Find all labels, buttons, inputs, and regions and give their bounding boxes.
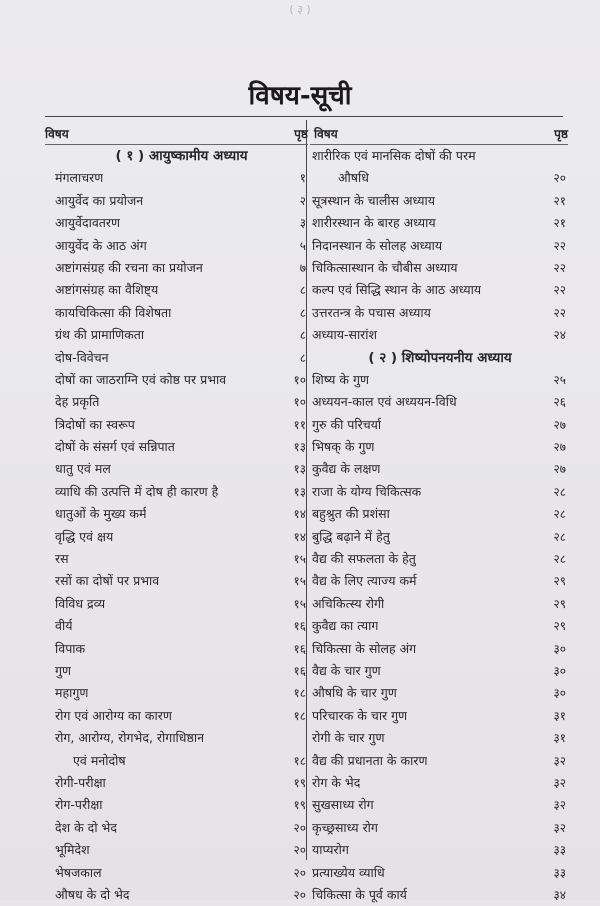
entry-title: परिचारक के चार गुण xyxy=(312,707,408,723)
entry-title: देश के दो भेद xyxy=(55,819,117,835)
entry-title: त्रिदोषों का स्वरूप xyxy=(55,416,135,432)
entry-page-number: २७ xyxy=(553,417,566,432)
entry-title: चिकित्सा के सोलह अंग xyxy=(312,640,417,656)
entry-page-number: १६ xyxy=(293,663,306,678)
entry-page-number: १५ xyxy=(293,574,306,589)
toc-entry xyxy=(310,145,568,167)
entry-page-number: १४ xyxy=(293,529,306,544)
toc-left-column xyxy=(45,124,308,906)
toc-entry xyxy=(310,862,568,884)
page-header: पृष्ठ xyxy=(294,127,308,141)
toc-entry xyxy=(45,212,308,234)
entry-page-number: १४ xyxy=(293,507,306,522)
toc-entry xyxy=(45,167,308,189)
toc-entry xyxy=(310,526,568,548)
entry-title: रोगी-परीक्षा xyxy=(55,774,106,790)
entry-title: दोष-विवेचन xyxy=(55,349,109,365)
entry-title: गुण xyxy=(55,662,72,678)
toc-entry xyxy=(310,212,568,234)
entry-page-number: २१ xyxy=(553,193,566,208)
toc-entry xyxy=(310,279,568,301)
toc-entry xyxy=(45,279,308,301)
toc-entry xyxy=(45,772,308,794)
entry-page-number: २० xyxy=(553,171,566,186)
entry-title: चिकित्सा के पूर्व कार्य xyxy=(312,886,407,902)
toc-entry xyxy=(45,190,308,212)
toc-entry xyxy=(45,302,308,324)
toc-right-column xyxy=(310,124,568,906)
entry-title: आयुर्वेद का प्रयोजन xyxy=(55,192,144,208)
subject-header: विषय xyxy=(45,127,69,141)
entry-title: अचिकित्स्य रोगी xyxy=(312,595,385,611)
toc-entry xyxy=(310,369,568,391)
entry-title: अध्ययन-काल एवं अध्ययन-विधि xyxy=(312,394,457,410)
entry-page-number: ३२ xyxy=(553,753,566,768)
entry-page-number: १ xyxy=(299,171,306,186)
entry-title: देह प्रकृति xyxy=(55,394,100,410)
toc-entry xyxy=(45,458,308,480)
entry-title: गुरु की परिचर्या xyxy=(312,416,382,432)
entry-page-number: ८ xyxy=(299,328,306,343)
entry-title: महागुण xyxy=(55,685,89,701)
toc-entry xyxy=(310,884,568,906)
entry-title: आयुर्वेदावतरण xyxy=(55,215,121,231)
entry-title: औषधि के चार गुण xyxy=(312,685,397,701)
entry-page-number: ३० xyxy=(553,641,566,656)
toc-entry xyxy=(45,750,308,772)
entry-title: निदानस्थान के सोलह अध्याय xyxy=(312,237,443,253)
entry-title: वृद्धि एवं क्षय xyxy=(55,528,114,544)
entry-page-number: २२ xyxy=(553,305,566,320)
entry-title: उत्तरतन्त्र के पचास अध्याय xyxy=(312,304,431,320)
entry-page-number: ३४ xyxy=(553,887,566,902)
toc-entry xyxy=(45,324,308,346)
entry-page-number: १९ xyxy=(293,798,306,813)
entry-title: ग्रंथ की प्रामाणिकता xyxy=(55,327,145,343)
entry-title: विविध द्रव्य xyxy=(55,595,106,611)
toc-entry xyxy=(310,638,568,660)
toc-entry xyxy=(45,548,308,570)
entry-title: शारीरस्थान के बारह अध्याय xyxy=(312,215,436,231)
toc-entry xyxy=(310,548,568,570)
toc-entry xyxy=(45,682,308,704)
entry-title: दोषों का जाठराग्नि एवं कोष्ठ पर प्रभाव xyxy=(55,371,227,387)
entry-page-number: ३२ xyxy=(553,820,566,835)
toc-entry xyxy=(310,727,568,749)
toc-entry xyxy=(310,414,568,436)
entry-title: कृच्छ्रसाध्य रोग xyxy=(312,819,378,835)
toc-entry xyxy=(45,593,308,615)
entry-page-number: १६ xyxy=(293,641,306,656)
entry-title: अष्टांगसंग्रह की रचना का प्रयोजन xyxy=(55,259,203,275)
toc-entry xyxy=(45,660,308,682)
page-header: पृष्ठ xyxy=(554,127,568,141)
entry-page-number: २२ xyxy=(553,283,566,298)
toc-entry xyxy=(310,750,568,772)
entry-title: याप्यरोग xyxy=(312,842,349,858)
entry-title: सुखसाध्य रोग xyxy=(312,797,374,813)
entry-page-number: १८ xyxy=(293,686,306,701)
entry-page-number: ५ xyxy=(299,238,306,253)
entry-page-number: २९ xyxy=(553,574,566,589)
chapter-heading xyxy=(45,145,308,167)
entry-page-number: २८ xyxy=(553,529,566,544)
entry-title: वैद्य के लिए त्याज्य कर्म xyxy=(312,573,417,589)
entry-page-number: ८ xyxy=(299,305,306,320)
entry-page-number: २९ xyxy=(553,596,566,611)
toc-entry xyxy=(310,794,568,816)
toc-entry xyxy=(310,615,568,637)
entry-title: विपाक xyxy=(55,640,86,656)
entry-page-number: ८ xyxy=(299,283,306,298)
entry-title: बुद्धि बढ़ाने में हेतु xyxy=(312,528,390,544)
entry-page-number: १० xyxy=(293,395,306,410)
toc-entry xyxy=(45,839,308,861)
entry-page-number: २१ xyxy=(553,216,566,231)
toc-entry xyxy=(45,347,308,369)
entry-page-number: २० xyxy=(293,887,306,902)
entry-title: वैद्य के चार गुण xyxy=(312,662,381,678)
toc-entry xyxy=(45,481,308,503)
entry-title: प्रत्याख्येय व्याधि xyxy=(312,864,385,880)
entry-page-number: २ xyxy=(299,193,306,208)
toc-entry xyxy=(310,772,568,794)
entry-title: रोगी के चार गुण xyxy=(312,730,385,746)
toc-entry xyxy=(310,257,568,279)
toc-entry xyxy=(45,235,308,257)
toc-entry xyxy=(45,817,308,839)
toc-entry xyxy=(310,682,568,704)
entry-page-number: २० xyxy=(293,820,306,835)
entry-title: रोग, आरोग्य, रोगभेद, रोगाधिष्ठान xyxy=(55,730,205,746)
entry-title: औषधि xyxy=(338,170,369,186)
entry-page-number: २२ xyxy=(553,238,566,253)
toc-entry xyxy=(310,593,568,615)
entry-page-number: १० xyxy=(293,372,306,387)
left-column-header xyxy=(45,124,308,145)
entry-title: रोग एवं आरोग्य का कारण xyxy=(55,707,172,723)
subject-header: विषय xyxy=(314,127,338,141)
toc-entry xyxy=(310,705,568,727)
entry-page-number: ११ xyxy=(293,417,306,432)
entry-page-number: २२ xyxy=(553,260,566,275)
page-marker: ( ३ ) xyxy=(289,3,311,16)
toc-entry xyxy=(310,167,568,189)
toc-entry xyxy=(310,839,568,861)
toc-entry xyxy=(45,391,308,413)
entry-title: बहुश्रुत की प्रशंसा xyxy=(312,506,390,522)
entry-title: चिकित्सास्थान के चौबीस अध्याय xyxy=(312,259,458,275)
toc-entry xyxy=(45,727,308,749)
entry-page-number: २७ xyxy=(553,440,566,455)
entry-title: धातुओं के मुख्य कर्म xyxy=(55,506,147,522)
left-entry-list xyxy=(45,145,308,906)
toc-entry xyxy=(310,817,568,839)
toc-entry xyxy=(310,436,568,458)
toc-entry xyxy=(45,615,308,637)
entry-page-number: ३३ xyxy=(553,865,566,880)
toc-entry xyxy=(45,884,308,906)
entry-title: धातु एवं मल xyxy=(55,461,111,477)
entry-title: कायचिकित्सा की विशेषता xyxy=(55,304,172,320)
page-title: विषय-सूची xyxy=(248,81,352,111)
entry-page-number: २० xyxy=(293,865,306,880)
entry-page-number: १८ xyxy=(293,708,306,723)
entry-page-number: १३ xyxy=(293,462,306,477)
toc-entry xyxy=(45,705,308,727)
toc-entry xyxy=(310,190,568,212)
toc-entry xyxy=(45,257,308,279)
entry-title: औषध के दो भेद xyxy=(55,886,130,902)
entry-title: कुवैद्य का त्याग xyxy=(312,618,379,634)
entry-page-number: २८ xyxy=(553,507,566,522)
entry-title: वैद्य की प्रधानता के कारण xyxy=(312,752,428,768)
entry-page-number: १३ xyxy=(293,484,306,499)
entry-title: राजा के योग्य चिकित्सक xyxy=(312,483,422,499)
toc-entry xyxy=(310,302,568,324)
entry-title: शारीरिक एवं मानसिक दोषों की परम xyxy=(312,148,476,163)
title-divider xyxy=(45,116,563,117)
toc-entry xyxy=(310,391,568,413)
entry-page-number: १५ xyxy=(293,552,306,567)
chapter-heading xyxy=(310,347,568,369)
entry-title: दोषों के संसर्ग एवं सन्निपात xyxy=(55,439,175,455)
toc-entry xyxy=(310,458,568,480)
chapter-heading-text: ( २ ) शिष्योपनयनीय अध्याय xyxy=(368,349,512,366)
entry-page-number: ७ xyxy=(299,260,306,275)
entry-title: कुवैद्य के लक्षण xyxy=(312,461,381,477)
entry-page-number: ८ xyxy=(299,350,306,365)
entry-page-number: १६ xyxy=(293,619,306,634)
entry-title: रोग के भेद xyxy=(312,774,361,790)
entry-title: वीर्य xyxy=(55,618,73,634)
entry-title: कल्प एवं सिद्धि स्थान के आठ अध्याय xyxy=(312,282,482,298)
right-column-header xyxy=(310,124,568,145)
entry-title: शिष्य के गुण xyxy=(312,371,370,387)
entry-title: रस xyxy=(55,551,69,567)
toc-entry xyxy=(310,660,568,682)
entry-page-number: ३० xyxy=(553,663,566,678)
right-entry-list xyxy=(310,145,568,906)
chapter-heading-text: ( १ ) आयुष्कामीय अध्याय xyxy=(115,148,248,164)
toc-entry xyxy=(45,436,308,458)
entry-page-number: १३ xyxy=(293,440,306,455)
entry-title: भेषजकाल xyxy=(55,864,102,880)
entry-title: आयुर्वेद के आठ अंग xyxy=(55,237,147,253)
entry-title: भूमिदेश xyxy=(55,842,90,858)
entry-title: अध्याय-सारांश xyxy=(312,327,378,343)
toc-entry xyxy=(45,503,308,525)
toc-entry xyxy=(45,638,308,660)
entry-page-number: २५ xyxy=(553,372,566,387)
toc-entry xyxy=(45,414,308,436)
entry-title: भिषक् के गुण xyxy=(312,439,375,455)
entry-page-number: ३२ xyxy=(553,775,566,790)
entry-page-number: २७ xyxy=(553,462,566,477)
entry-page-number: २० xyxy=(293,843,306,858)
entry-title: रोग-परीक्षा xyxy=(55,797,103,813)
entry-page-number: २४ xyxy=(553,328,566,343)
entry-page-number: ३३ xyxy=(553,843,566,858)
entry-title: व्याधि की उत्पत्ति में दोष ही कारण है xyxy=(55,483,219,499)
entry-page-number: २६ xyxy=(553,395,566,410)
toc-entry xyxy=(310,481,568,503)
toc-entry xyxy=(310,503,568,525)
entry-page-number: ३१ xyxy=(553,731,566,746)
entry-page-number: १८ xyxy=(293,753,306,768)
entry-title: सूत्रस्थान के चालीस अध्याय xyxy=(312,192,435,208)
entry-page-number: ३१ xyxy=(553,708,566,723)
toc-entry xyxy=(45,570,308,592)
entry-page-number: २८ xyxy=(553,484,566,499)
toc-entry xyxy=(310,570,568,592)
entry-page-number: ३ xyxy=(299,216,306,231)
toc-entry xyxy=(310,324,568,346)
toc-entry xyxy=(45,794,308,816)
entry-title: अष्टांगसंग्रह का वैशिष्ट्य xyxy=(55,282,159,298)
entry-page-number: १५ xyxy=(293,596,306,611)
entry-title: रसों का दोषों पर प्रभाव xyxy=(55,573,160,589)
entry-page-number: ३० xyxy=(553,686,566,701)
toc-entry xyxy=(45,369,308,391)
toc-entry xyxy=(45,526,308,548)
entry-title: वैद्य की सफलता के हेतु xyxy=(312,551,416,567)
entry-page-number: २९ xyxy=(553,619,566,634)
entry-page-number: २८ xyxy=(553,552,566,567)
toc-entry xyxy=(310,235,568,257)
entry-page-number: ३२ xyxy=(553,798,566,813)
entry-title: एवं मनोदोष xyxy=(73,752,126,768)
entry-page-number: १९ xyxy=(293,775,306,790)
toc-entry xyxy=(45,862,308,884)
entry-title: मंगलाचरण xyxy=(55,170,104,186)
